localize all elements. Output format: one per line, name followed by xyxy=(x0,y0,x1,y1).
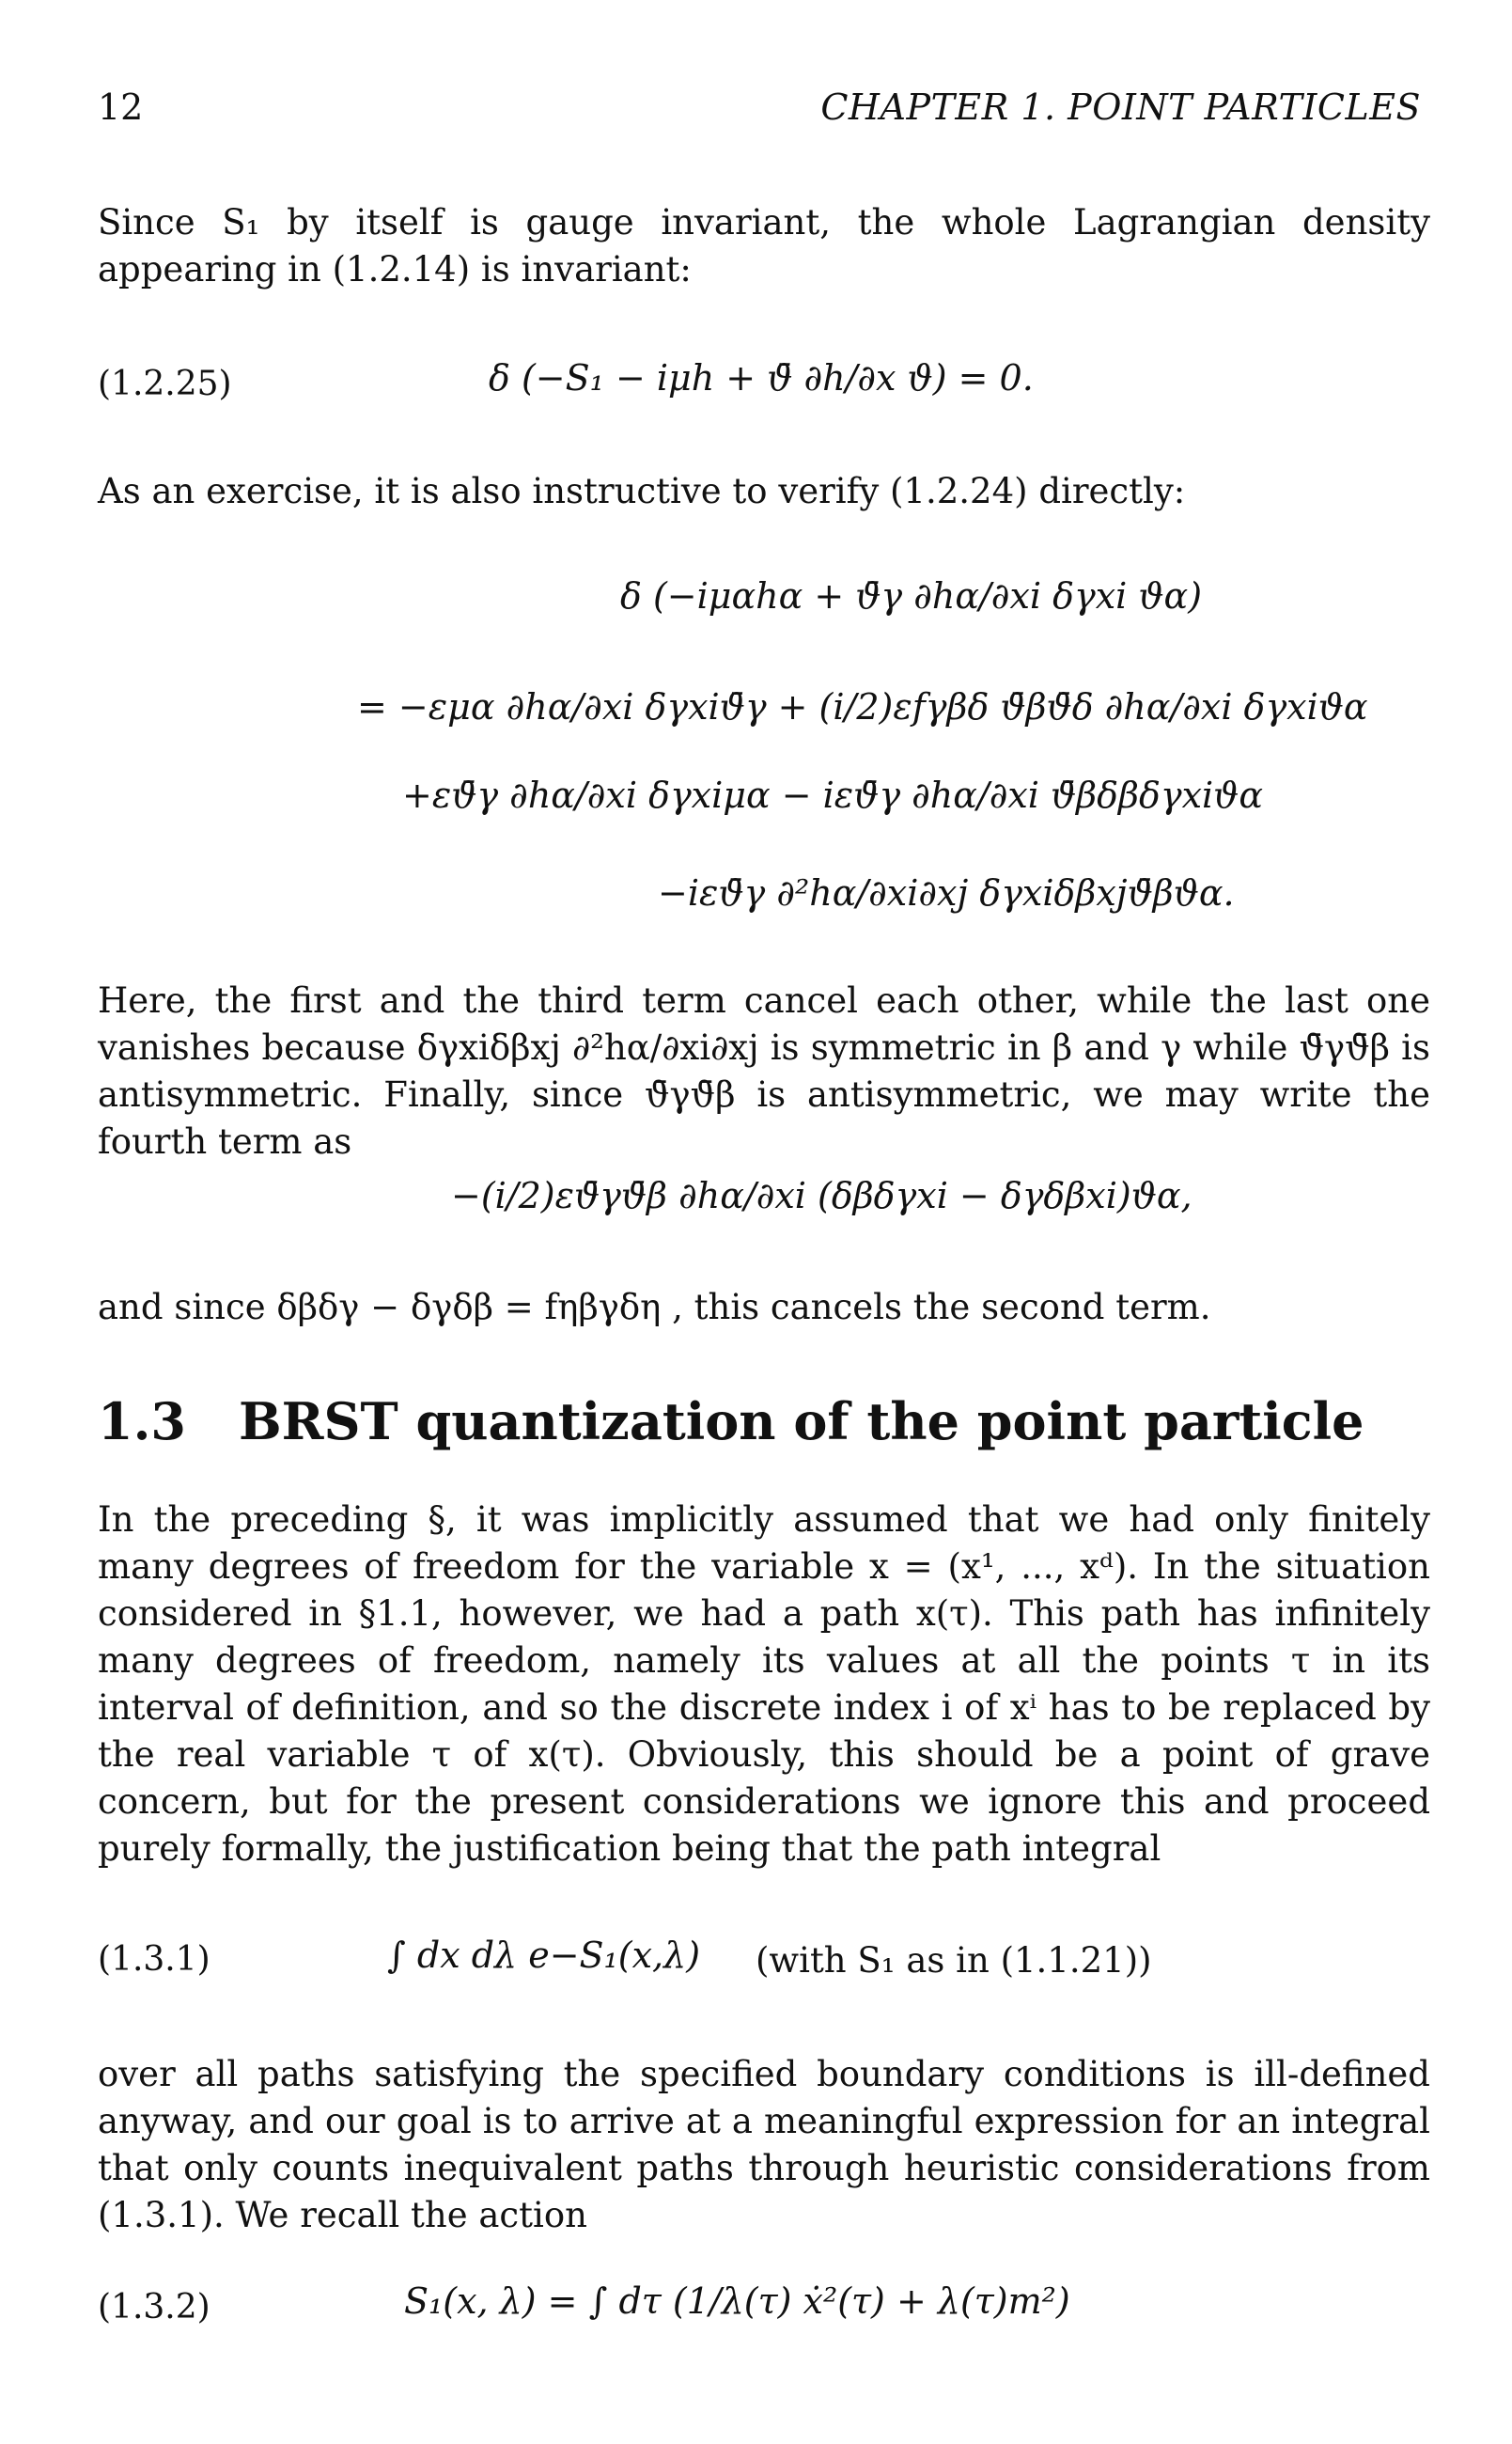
equation-number-1-3-1: (1.3.1) xyxy=(98,1940,210,1979)
paragraph-3-text: Here, the first and the third term cancel each other, while the last one vanishes because δγxiδβxj ∂²hα/∂xi∂xj is symmetric in β and γ while ϑ̄γϑ̄β is antisymmetric. Finally, since ϑ̄γϑ̄β is antisymmetric, we may write the fourth term as xyxy=(98,980,1430,1162)
paragraph-4 xyxy=(98,1284,1430,1331)
equation-number-1-3-2: (1.3.2) xyxy=(98,2288,210,2326)
paragraph-6 xyxy=(98,2051,1430,2239)
paragraph-2 xyxy=(98,468,1430,515)
paragraph-5-text: In the preceding §, it was implicitly assumed that we had only finitely many degrees of freedom for the variable x = (x¹, ..., xᵈ). In the situation considered in §1.1, however, we had a path x(τ). This path has infinitely many degrees of freedom, namely its values at all the points τ in its interval of definition, and so the discrete index i of xⁱ has to be replaced by the real variable τ of x(τ). Obviously, this should be a point of grave concern, but for the present considerations we ignore this and proceed purely formally, the justification being that the path integral xyxy=(98,1499,1430,1869)
paragraph-4-text: and since δβδγ − δγδβ = fηβγδη , this cancels the second term. xyxy=(98,1287,1211,1327)
paragraph-5 xyxy=(98,1496,1430,1872)
equation-1-3-1-note: (with S₁ as in (1.1.21)) xyxy=(756,1940,1152,1981)
paragraph-1-text: Since S₁ by itself is gauge invariant, the whole Lagrangian density appearing in (1.2.14) is invariant: xyxy=(98,202,1430,290)
derivation-line-1: δ (−iμαhα + ϑ̄γ ∂hα/∂xi δγxi ϑα) xyxy=(620,575,1203,617)
paragraph-1 xyxy=(98,199,1430,293)
derivation-line-4: −iεϑ̄γ ∂²hα/∂xi∂xj δγxiδβxjϑ̄βϑα. xyxy=(658,872,1235,914)
section-title: BRST quantization of the point particle xyxy=(238,1391,1364,1451)
paragraph-2-text: As an exercise, it is also instructive to verify (1.2.24) directly: xyxy=(98,471,1186,511)
running-title: CHAPTER 1. POINT PARTICLES xyxy=(820,86,1421,128)
equation-1-2-25: δ (−S₁ − iμh + ϑ̄ ∂h/∂x ϑ) = 0. xyxy=(489,357,1034,399)
paragraph-6-text: over all paths satisfying the specified boundary conditions is ill-defined anyway, and our goal is to arrive at a meaningful expression for an integral that only counts inequivalent paths through heuristic considerations from (1.3.1). We recall the action xyxy=(98,2054,1430,2235)
equation-number-1-2-25: (1.2.25) xyxy=(98,365,232,403)
equation-1-3-1: ∫ dx dλ e−S₁(x,λ) xyxy=(387,1935,701,1976)
equation-fourth-term: −(i/2)εϑ̄γϑ̄β ∂hα/∂xi (δβδγxi − δγδβxi)ϑα, xyxy=(451,1175,1192,1216)
section-number: 1.3 xyxy=(98,1391,186,1451)
section-heading xyxy=(98,1391,1364,1451)
derivation-line-3: +εϑ̄γ ∂hα/∂xi δγxiμα − iεϑ̄γ ∂hα/∂xi ϑ̄βδβδγxiϑα xyxy=(402,775,1263,816)
paragraph-3 xyxy=(98,978,1430,1166)
equation-1-3-2: S₁(x, λ) = ∫ dτ (1/λ(τ) ẋ²(τ) + λ(τ)m²) xyxy=(404,2280,1070,2322)
derivation-line-2: = −εμα ∂hα/∂xi δγxiϑ̄γ + (i/2)εfγβδ ϑ̄βϑ̄δ ∂hα/∂xi δγxiϑα xyxy=(357,686,1368,728)
page-number: 12 xyxy=(98,86,144,128)
